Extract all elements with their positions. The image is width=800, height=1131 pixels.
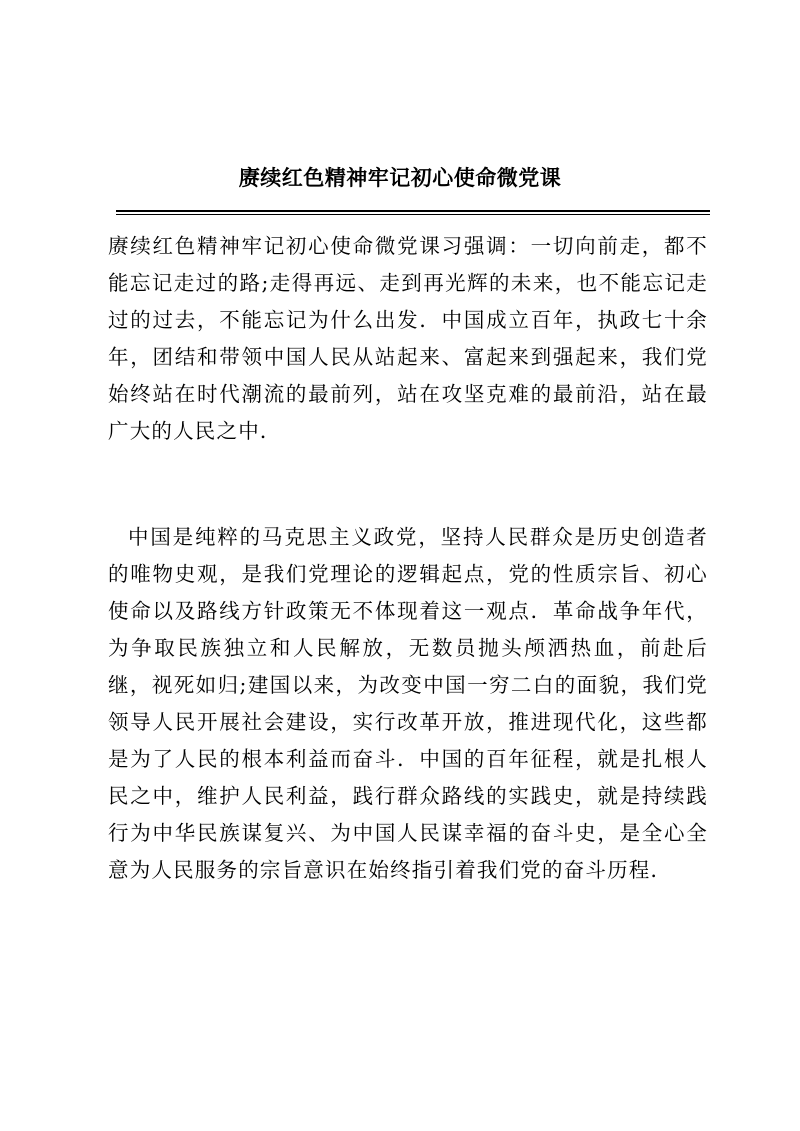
- title-divider-thin-line: [116, 214, 710, 215]
- paragraph-2: 中国是纯粹的马克思主义政党，坚持人民群众是历史创造者的唯物史观，是我们党理论的逻辑起点，党的性质宗旨、初心使命以及路线方针政策无不体现着这一观点．革命战争年代，为争取民族独立和人民解放，无数员抛头颅洒热血，前赴后继，视死如归;建国以来，为改变中国一穷二白的面貌，我们党领导人民开展社会建设，实行改革开放，推进现代化，这些都是为了人民的根本利益而奋斗．中国的百年征程，就是扎根人民之中，维护人民利益，践行群众路线的实践史，就是持续践行为中华民族谋复兴、为中国人民谋幸福的奋斗史，是全心全意为人民服务的宗旨意识在始终指引着我们党的奋斗历程．: [108, 525, 708, 882]
- title-divider: [116, 210, 710, 215]
- paragraph-1: 赓续红色精神牢记初心使命微党课习强调：一切向前走，都不能忘记走过的路;走得再远、走到再光辉的未来，也不能忘记走过的过去，不能忘记为什么出发．中国成立百年，执政七十余年，团结和带领中国人民从站起来、富起来到强起来，我们党始终站在时代潮流的最前列，站在攻坚克难的最前沿，站在最广大的人民之中．: [108, 234, 708, 443]
- document-title: 赓续红色精神牢记初心使命微党课: [238, 165, 562, 190]
- title-divider-thick-line: [116, 210, 710, 212]
